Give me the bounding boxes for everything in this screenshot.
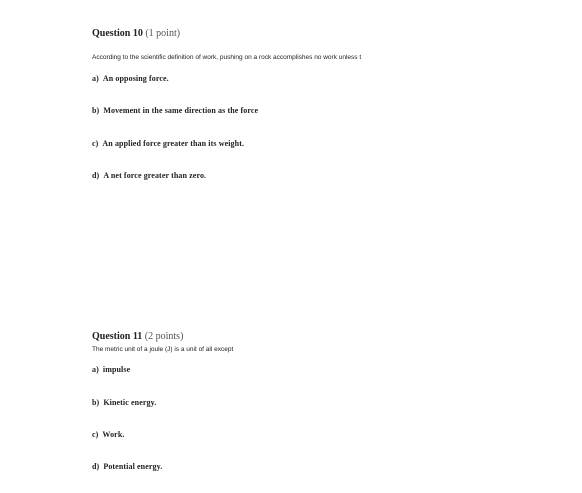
option-letter: d)	[92, 462, 100, 471]
option-text: Work.	[102, 430, 125, 439]
question-10-option-a[interactable]	[92, 74, 169, 83]
question-11-heading	[92, 331, 183, 342]
question-10-option-c[interactable]	[92, 139, 244, 148]
option-text: Potential energy.	[103, 462, 163, 471]
option-letter: b)	[92, 398, 100, 407]
option-text: Kinetic energy.	[103, 398, 157, 407]
option-text: impulse	[102, 365, 131, 374]
option-text: An opposing force.	[102, 74, 169, 83]
question-10-prompt: According to the scientific definition of work, pushing on a rock accomplishes no work unless t	[92, 54, 362, 61]
option-letter: d)	[92, 171, 100, 180]
option-letter: a)	[92, 74, 99, 83]
question-11-option-c[interactable]	[92, 430, 124, 439]
question-11-option-a[interactable]	[92, 365, 130, 374]
question-10-number: Question 10	[92, 28, 143, 39]
option-letter: a)	[92, 365, 99, 374]
option-text: An applied force greater than its weight.	[102, 139, 245, 148]
question-11-number: Question 11	[92, 331, 143, 342]
question-10-option-b[interactable]	[92, 106, 258, 115]
option-letter: b)	[92, 106, 100, 115]
option-letter: c)	[92, 139, 99, 148]
question-11-option-d[interactable]	[92, 462, 162, 471]
question-11-option-b[interactable]	[92, 398, 156, 407]
question-11-prompt: The metric unit of a joule (J) is a unit of all except	[92, 346, 234, 353]
question-10-points: (1 point)	[145, 28, 181, 39]
question-11-points: (2 points)	[144, 331, 184, 342]
question-10-heading	[92, 28, 180, 39]
option-letter: c)	[92, 430, 99, 439]
option-text: Movement in the same direction as the force	[103, 106, 259, 115]
question-10-option-d[interactable]	[92, 171, 206, 180]
option-text: A net force greater than zero.	[103, 171, 207, 180]
